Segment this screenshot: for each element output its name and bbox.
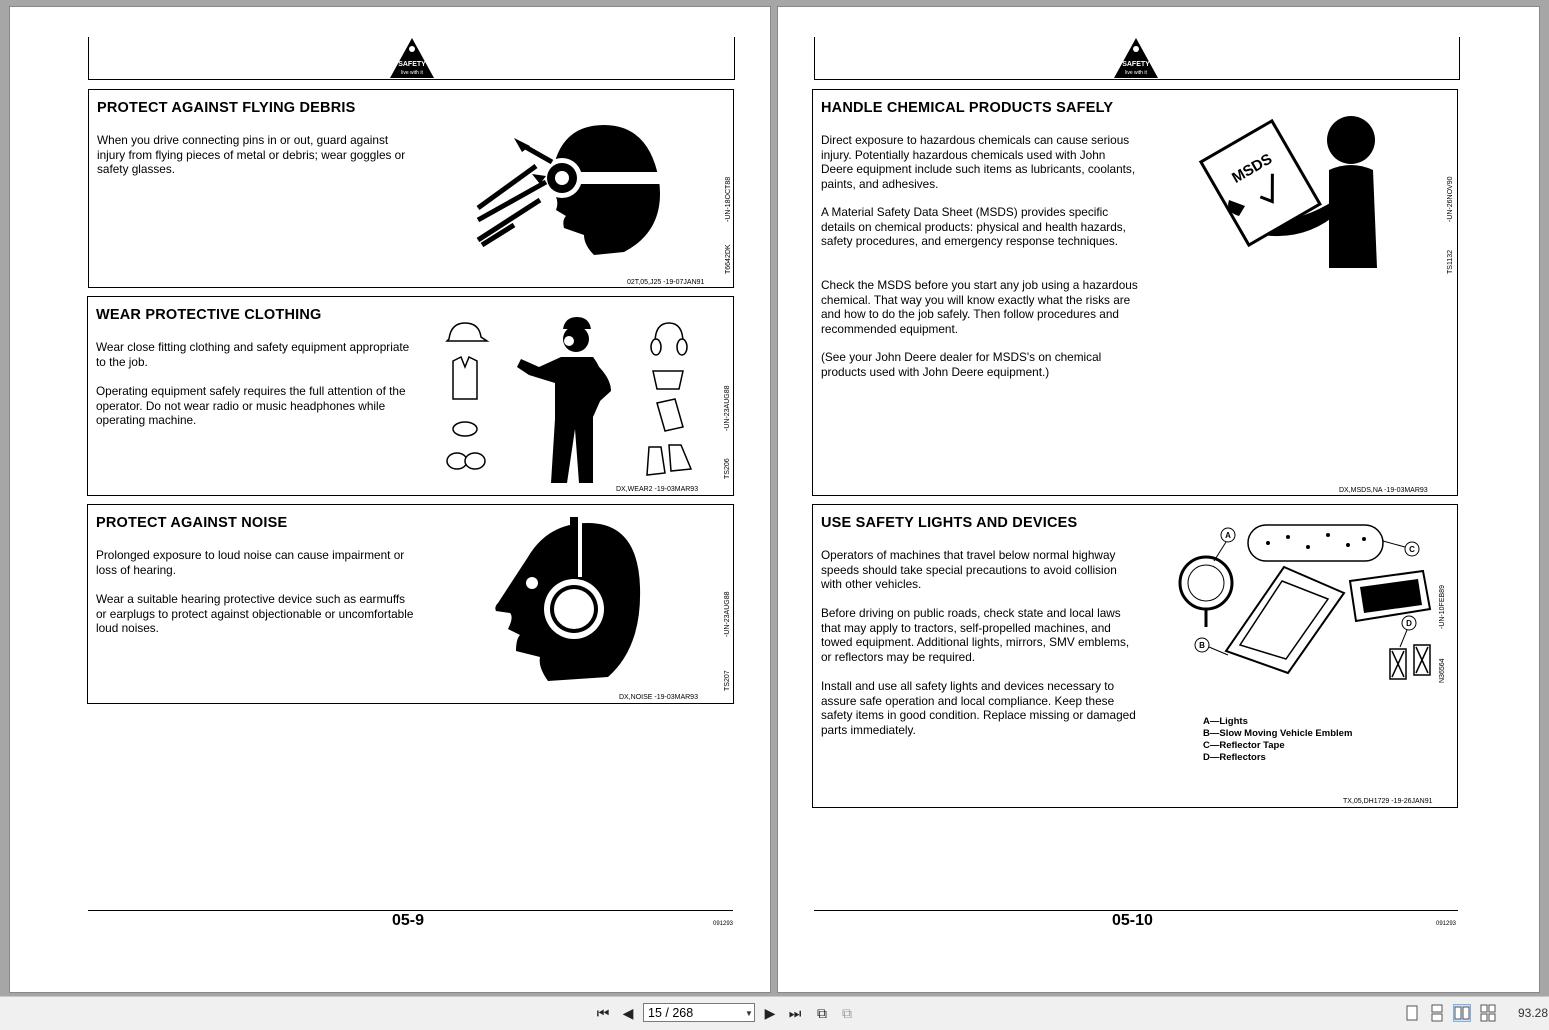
- section-vertical-ref: N36564: [1439, 658, 1446, 683]
- section-ref-code: DX,MSDS,NA -19-03MAR93: [1339, 487, 1428, 494]
- safety-logo-icon: [388, 36, 436, 80]
- fit-icon[interactable]: ⧉: [842, 1004, 852, 1021]
- section-protective-clothing: [87, 296, 734, 496]
- section-ref-code: DX,NOISE -19-03MAR93: [619, 694, 698, 701]
- section-vertical-ref: -UN-10FEB89: [1439, 585, 1446, 629]
- page-number: 05-10: [1112, 912, 1153, 929]
- section-paragraph: Wear close fitting clothing and safety equipment appropriate to the job.: [96, 340, 410, 369]
- section-paragraph: Prolonged exposure to loud noise can cause impairment or loss of hearing.: [96, 548, 405, 577]
- callout-a: A: [1225, 531, 1231, 540]
- page-number-input[interactable]: [643, 1003, 755, 1022]
- section-vertical-ref: -UN-23AUG88: [724, 385, 731, 431]
- section-paragraph: Wear a suitable hearing protective device such as earmuffs or earplugs to protect against objectionable or uncomfortable loud noises.: [96, 592, 414, 636]
- first-page-icon[interactable]: ⏮: [596, 1004, 610, 1021]
- section-vertical-ref: T6642DK: [725, 244, 732, 274]
- viewer-toolbar: [0, 996, 1549, 1030]
- section-paragraph: Operating equipment safely requires the full attention of the operator. Do not wear radio or music headphones while operating machine.: [96, 384, 406, 428]
- section-noise: [87, 504, 734, 704]
- section-paragraph: Before driving on public roads, check state and local laws that may apply to tractors, self-propelled machines, and towed equipment. Additional lights, mirrors, SMV emblems, or reflectors may be required.: [821, 606, 1130, 664]
- section-chemical-products: [812, 89, 1458, 496]
- footer-rule: [814, 910, 1458, 911]
- section-paragraph: (See your John Deere dealer for MSDS's on chemical products used with John Deere equipment.): [821, 350, 1102, 379]
- page-header: [88, 37, 735, 80]
- footer-code: 091293: [713, 921, 734, 927]
- msds-sheet-icon: [1211, 108, 1386, 273]
- section-ref-code: 02T,05,J25 -19-07JAN91: [627, 279, 705, 286]
- section-title: HANDLE CHEMICAL PRODUCTS SAFELY: [821, 100, 1114, 116]
- section-paragraph: Direct exposure to hazardous chemicals can cause serious injury. Potentially hazardous chemicals used with John Deere equipment include such items as lubricants, coolants, paints, and adhesives.: [821, 133, 1136, 191]
- rotate-icon[interactable]: ⧉: [817, 1004, 827, 1021]
- section-paragraph: When you drive connecting pins in or out, guard against injury from flying pieces of metal or debris; wear goggles or safety glasses.: [97, 133, 406, 177]
- next-page-icon[interactable]: ▶: [764, 1004, 776, 1021]
- logo-line2: live with it: [1125, 70, 1147, 76]
- protective-clothing-icon: [443, 317, 693, 487]
- facing-icon[interactable]: [1453, 1004, 1471, 1022]
- safety-lights-icon: [1168, 523, 1443, 683]
- section-vertical-ref: TS206: [724, 458, 731, 479]
- legend-item: A—Lights: [1203, 716, 1248, 727]
- footer-code: 091293: [1436, 921, 1457, 927]
- logo-line1: SAFETY: [398, 61, 426, 68]
- section-title: PROTECT AGAINST NOISE: [96, 515, 288, 531]
- section-paragraph: Operators of machines that travel below normal highway speeds should take special precautions to avoid collision with other vehicles.: [821, 548, 1117, 592]
- section-paragraph: Install and use all safety lights and devices necessary to assure safe operation and local compliance. Keep these safety items in good condition. Replace missing or damaged parts immediately.: [821, 679, 1136, 737]
- prev-page-icon[interactable]: ◀: [622, 1004, 634, 1021]
- section-ref-code: DX,WEAR2 -19-03MAR93: [616, 486, 699, 493]
- facing-continuous-icon[interactable]: [1479, 1004, 1497, 1022]
- page-dropdown-icon[interactable]: ▼: [745, 1009, 753, 1018]
- section-vertical-ref: TS207: [724, 670, 731, 691]
- logo-line2: live with it: [401, 70, 423, 76]
- page-number: 05-9: [392, 912, 425, 929]
- section-vertical-ref: TS1132: [1447, 250, 1454, 274]
- footer-rule: [88, 910, 733, 911]
- continuous-icon[interactable]: [1428, 1004, 1446, 1022]
- last-page-icon[interactable]: ⏭: [788, 1004, 802, 1021]
- section-vertical-ref: -UN-18OCT88: [725, 176, 732, 222]
- msds-label: MSDS: [1229, 150, 1276, 187]
- section-title: PROTECT AGAINST FLYING DEBRIS: [97, 100, 356, 116]
- section-safety-lights: [812, 504, 1458, 808]
- zoom-level[interactable]: 93.28: [1518, 1006, 1549, 1020]
- section-flying-debris: [88, 89, 734, 288]
- section-vertical-ref: -UN-26NOV90: [1447, 176, 1454, 222]
- section-title: USE SAFETY LIGHTS AND DEVICES: [821, 515, 1078, 531]
- safety-logo-icon: [1112, 36, 1160, 80]
- document-page-right: [778, 7, 1539, 992]
- callout-b: B: [1199, 641, 1205, 650]
- legend-item: D—Reflectors: [1203, 752, 1266, 763]
- document-page-left: [10, 7, 770, 992]
- legend-item: C—Reflector Tape: [1203, 740, 1285, 751]
- section-vertical-ref: -UN-23AUG88: [724, 591, 731, 637]
- section-paragraph: A Material Safety Data Sheet (MSDS) provides specific details on chemical products: physical and health hazards, safety procedures, and emergency response techniques.: [821, 205, 1126, 249]
- callout-c: C: [1409, 545, 1415, 554]
- legend-item: B—Slow Moving Vehicle Emblem: [1203, 728, 1353, 739]
- section-ref-code: TX,05,DH1729 -19-26JAN91: [1343, 798, 1433, 805]
- section-paragraph: Check the MSDS before you start any job using a hazardous chemical. That way you will know exactly what the risks are and how to do the job safely. Then follow procedures and recommended equipment.: [821, 278, 1138, 336]
- page-header: [814, 37, 1460, 80]
- callout-d: D: [1406, 619, 1412, 628]
- section-title: WEAR PROTECTIVE CLOTHING: [96, 307, 322, 323]
- goggles-head-icon: [474, 120, 664, 260]
- earmuff-head-icon: [488, 517, 648, 687]
- single-page-icon[interactable]: [1403, 1004, 1421, 1022]
- figure-legend: [1203, 716, 1352, 764]
- logo-line1: SAFETY: [1122, 61, 1150, 68]
